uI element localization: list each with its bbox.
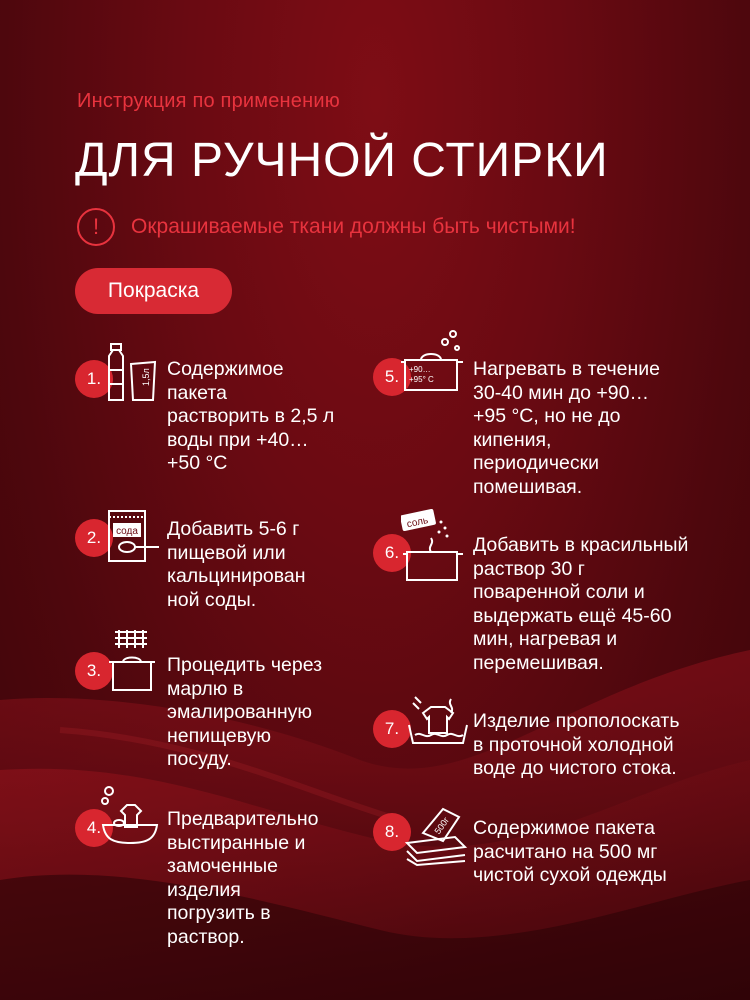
- shirt-rinse-icon: [407, 695, 469, 751]
- step-text: Содержимое пакета растворить в 2,5 л воды при +40… +50 °С: [167, 358, 335, 474]
- warning-note: [77, 208, 576, 246]
- bottle-and-measuring-cup-icon: [103, 342, 165, 404]
- step-number: 8.: [373, 813, 411, 851]
- warning-text: Окрашиваемые ткани должны быть чистыми!: [131, 215, 576, 238]
- svg-text:1,5л: 1,5л: [141, 368, 151, 386]
- step-text: Добавить 5-6 г пищевой или кальцинирован ной соды.: [167, 518, 306, 611]
- instruction-subtitle: Инструкция по применению: [77, 90, 340, 112]
- soda-pack-with-spoon-icon: [105, 507, 167, 565]
- page-title: ДЛЯ РУЧНОЙ СТИРКИ: [75, 134, 609, 187]
- section-pill-dyeing: Покраска: [75, 268, 232, 314]
- exclamation-circle-icon: !: [77, 208, 115, 246]
- step-text: Процедить через марлю в эмалированную непищевую посуду.: [167, 654, 323, 770]
- step-text: Изделие прополоскать в проточной холодной воде до чистого стока.: [473, 710, 680, 779]
- svg-text:500г: 500г: [432, 815, 452, 836]
- step-text: Предварительно выстиранные и замоченные изделия погрузить в раствор.: [167, 808, 319, 948]
- step-number: 3.: [75, 652, 113, 690]
- step-text: Добавить в красильный раствор 30 г поваренной соли и выдержать ещё 45-60 мин, нагревая и перемешивая.: [473, 534, 689, 674]
- gauze-and-pot-icon: [105, 628, 167, 694]
- svg-text:сода: сода: [116, 526, 138, 537]
- step-number: 5.: [373, 358, 411, 396]
- step-number: 1.: [75, 360, 113, 398]
- svg-text:соль: соль: [405, 515, 430, 531]
- step-number: 6.: [373, 534, 411, 572]
- step-text: Содержимое пакета расчитано на 500 мг чистой сухой одежды: [473, 817, 667, 886]
- step-number: 4.: [75, 809, 113, 847]
- step-text: Нагревать в течение 30-40 мин до +90… +95 °С, но не до кипения, периодически помешивая.: [473, 358, 660, 498]
- clothes-in-basin-icon: [99, 785, 163, 847]
- pot-with-temperature-icon: [401, 330, 465, 396]
- step-number: 2.: [75, 519, 113, 557]
- svg-text:+90… +95° С: +90… +95° С: [409, 365, 434, 384]
- folded-clothes-weight-icon: [403, 803, 469, 867]
- salt-and-pot-icon: [401, 508, 465, 582]
- step-number: 7.: [373, 710, 411, 748]
